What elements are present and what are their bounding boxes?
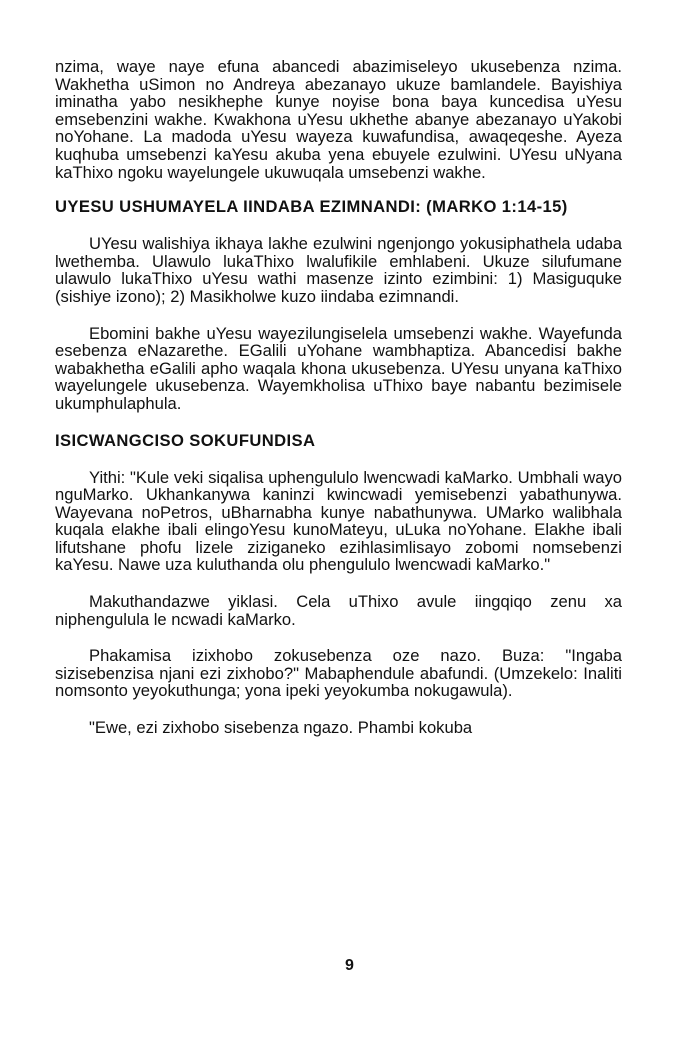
page-content: [55, 58, 622, 737]
section-heading-lesson-plan: ISICWANGCISO SOKUFUNDISA: [55, 430, 316, 450]
paragraph-good-news: UYesu walishiya ikhaya lakhe ezulwini ngenjongo yokusiphathela udaba lwethemba. Ulawulo lukaThixo lwalufikile emhlabeni. Ukuze silufumane ulawulo lukaThixo uYesu wathi masenze izinto ezimbini: 1) Masiguquke (sishiye izono); 2) Masikholwe kuzo iindaba ezimnandi.: [55, 234, 622, 306]
paragraph-continuation: "Ewe, ezi zixhobo sisebenza ngazo. Phambi kokuba: [89, 718, 473, 738]
paragraph-intro: nzima, waye naye efuna abancedi abazimiseleyo ukusebenza nzima. Wakhetha uSimon no Andreya abezanayo ukuze bamlandele. Bayishiya iminatha yabo nesikhephe kunye noyise bona baya kuncedisa uYesu emsebenzini wakhe. Kwakhona uYesu ukhethe abanye abezanayo uYakobi noYohane. La madoda uYesu wayeza kuwafundisa, awaqeqeshe. Ayeza kuqhuba umsebenzi kaYesu akuba yena ebuyele ezulwini. UYesu uNyana kaThixo ngoku wayelungele ukuwuqala umsebenzi wakhe.: [55, 57, 622, 182]
paragraph-say: Yithi: "Kule veki siqalisa uphengululo lwencwadi kaMarko. Umbhali wayo nguMarko. Ukhankanywa kaninzi kwincwadi yemisebenzi yabathunywa. Wayevana noPetros, uBharnabha kunye nabathunywa. UMarko walibhala kuqala elakhe ibali elingoYesu kunoMateyu, uLuka noYohane. Elakhe ibali lifutshane phofu lizele ziziganeko ezihlasimlisayo zobomi nomsebenzi kaYesu. Nawe uza kuluthanda olu phengululo lwencwadi kaMarko.": [55, 467, 622, 575]
paragraph-tools: Phakamisa izixhobo zokusebenza oze nazo. Buza: "Ingaba sizisebenzisa njani ezi zixhobo?" Mabaphendule abafundi. (Umzekelo: Inaliti nomsonto yeyokuthunga; yona ipeki yeyokumba nokugawula).: [55, 646, 622, 701]
section-heading-preaching: UYESU USHUMAYELA IINDABA EZIMNANDI: (MARKO 1:14-15): [55, 197, 568, 217]
paragraph-preparation: Ebomini bakhe uYesu wayezilungiselela umsebenzi wakhe. Wayefunda esebenza eNazarethe. EGalili uYohane wambhaptiza. Abancedisi bakhe wabakhetha eGalili apho waqala khona ukusebenza. UYesu unyana kaThixo wayelungele ukusebenza. Wayemkholisa uThixo baye nabantu bezimisele ukumphulaphula.: [55, 323, 622, 413]
page-number: 9: [345, 957, 354, 974]
paragraph-prayer: Makuthandazwe yiklasi. Cela uThixo avule iingqiqo zenu xa niphengulula le ncwadi kaMarko.: [55, 592, 622, 629]
